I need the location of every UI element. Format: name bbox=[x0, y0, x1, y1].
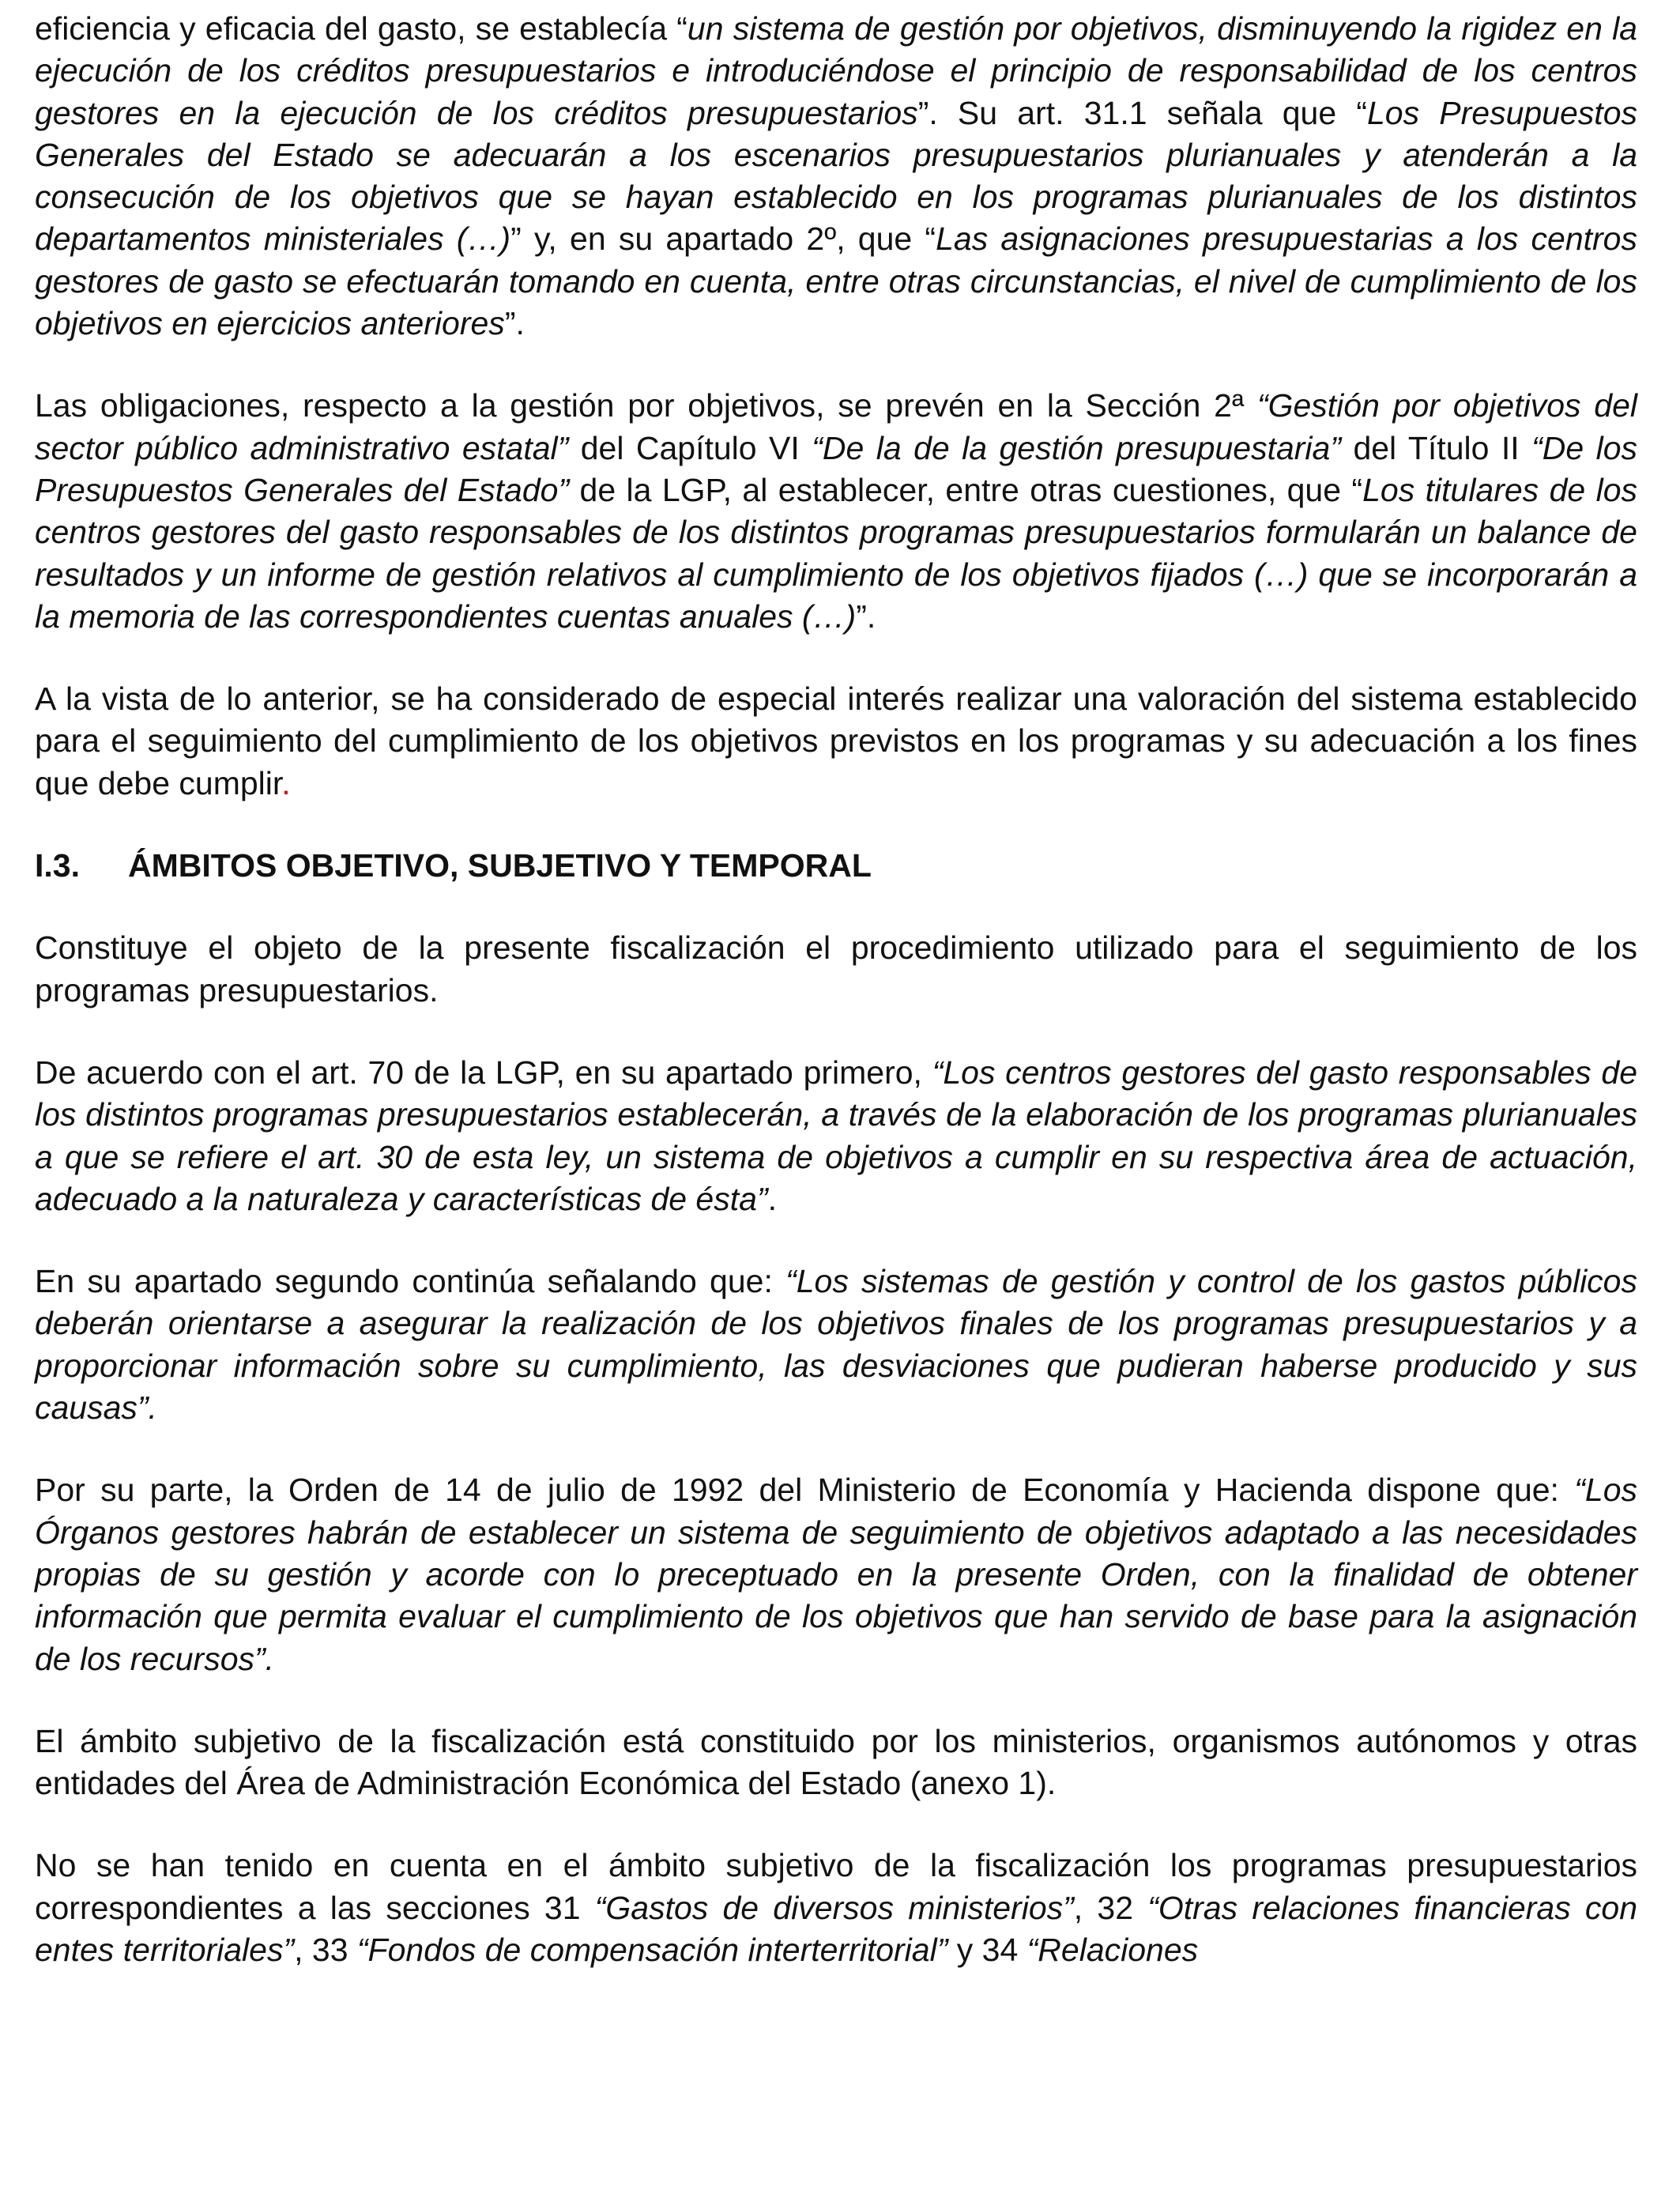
body-text: A la vista de lo anterior, se ha considerado de especial interés realizar una valoración del sistema establecido para el seguimiento del cumplimiento de los objetivos previstos en los programas y su adecuación a los fines que debe cumplir bbox=[35, 680, 1637, 801]
document-page bbox=[35, 8, 1637, 2011]
body-text: , 32 bbox=[1073, 1889, 1148, 1926]
body-text: De acuerdo con el art. 70 de la LGP, en su apartado primero, bbox=[35, 1054, 932, 1091]
italic-quote-text: “Los sistemas de gestión y control de los gastos públicos deberán orientarse a asegurar la realización de los objetivos finales de los programas presupuestarios y a proporcionar información sobre su cumplimiento, las desviaciones que pudieran haberse producido y sus causas”. bbox=[35, 1263, 1637, 1427]
italic-quote-text: “Otras relaciones financieras con entes territoriales” bbox=[35, 1889, 1638, 1968]
italic-quote-text: “Relaciones bbox=[1026, 1931, 1199, 1968]
body-text: El ámbito subjetivo de la fiscalización está constituido por los ministerios, organismos autónomos y otras entidades del Área de Administración Económica del Estado (anexo 1). bbox=[35, 1722, 1637, 1802]
italic-quote-text: un sistema de gestión por objetivos, disminuyendo la rigidez en la ejecución de los créditos presupuestarios e introduciéndose el principio de responsabilidad de los centros gestores en la ejecución de los créditos presupuestarios bbox=[35, 10, 1637, 131]
paragraph-p5 bbox=[35, 1052, 1637, 1220]
body-text: de la LGP, al establecer, entre otras cuestiones, que “ bbox=[569, 471, 1363, 508]
body-text: . bbox=[767, 1180, 777, 1217]
body-text: ”. Su art. 31.1 señala que “ bbox=[917, 94, 1367, 131]
body-text: No se han tenido en cuenta en el ámbito subjetivo de la fiscalización los programas presupuestarios correspondientes a las secciones 31 bbox=[35, 1847, 1637, 1926]
italic-quote-text: “Los centros gestores del gasto responsables de los distintos programas presupuestarios establecerán, a través de la elaboración de los programas plurianuales a que se refiere el art. 30 de esta ley, un sistema de objetivos a cumplir en su respectiva área de actuación, adecuado a la naturaleza y características de ésta” bbox=[35, 1054, 1638, 1217]
body-text: En su apartado segundo continúa señalando que: bbox=[35, 1263, 786, 1300]
body-text: ”. bbox=[856, 598, 876, 635]
italic-quote-text: Las asignaciones presupuestarias a los centros gestores de gasto se efectuarán tomando en cuenta, entre otras circunstancias, el nivel de cumplimiento de los objetivos en ejercicios anteriores bbox=[35, 221, 1637, 342]
italic-quote-text: “Gastos de diversos ministerios” bbox=[594, 1889, 1074, 1926]
italic-quote-text: Los titulares de los centros gestores del gasto responsables de los distintos programas presupuestarios formularán un balance de resultados y un informe de gestión relativos al cumplimiento de los objetivos fijados (…) que se incorporarán a la memoria de las correspondientes cuentas anuales (…) bbox=[35, 471, 1638, 635]
paragraphs-before-heading bbox=[35, 8, 1637, 805]
body-text: del Capítulo VI bbox=[568, 429, 812, 466]
body-text: del Título II bbox=[1341, 429, 1532, 466]
paragraph-p4 bbox=[35, 927, 1637, 1012]
body-text: Por su parte, la Orden de 14 de julio de 1992 del Ministerio de Economía y Hacienda dispone que: bbox=[35, 1472, 1575, 1509]
italic-quote-text: Los Presupuestos Generales del Estado se adecuarán a los escenarios presupuestarios plurianuales y atenderán a la consecución de los objetivos que se hayan establecido en los programas plurianuales de los distintos departamentos ministeriales (…) bbox=[35, 94, 1637, 258]
paragraph-p8 bbox=[35, 1721, 1637, 1805]
paragraph-p6 bbox=[35, 1261, 1637, 1429]
body-text: eficiencia y eficacia del gasto, se establecía “ bbox=[35, 10, 687, 47]
italic-quote-text: “De los Presupuestos Generales del Estado” bbox=[35, 429, 1637, 508]
section-title: ÁMBITOS OBJETIVO, SUBJETIVO Y TEMPORAL bbox=[128, 847, 872, 884]
body-text: , 33 bbox=[294, 1931, 357, 1968]
body-text: y 34 bbox=[947, 1931, 1027, 1968]
italic-quote-text: “Los Órganos gestores habrán de establecer un sistema de seguimiento de objetivos adaptado a las necesidades propias de su gestión y acorde con lo preceptuado en la presente Orden, con la finalidad de obtener información que permita evaluar el cumplimiento de los objetivos que han servido de base para la asignación de los recursos”. bbox=[35, 1472, 1637, 1677]
section-number: I.3. bbox=[35, 847, 80, 884]
body-text: . bbox=[281, 764, 291, 801]
paragraph-p7 bbox=[35, 1469, 1637, 1679]
paragraph-p9 bbox=[35, 1845, 1637, 1971]
paragraph-p3 bbox=[35, 678, 1637, 805]
body-text: ” y, en su apartado 2º, que “ bbox=[510, 221, 936, 258]
body-text: ”. bbox=[504, 305, 525, 342]
section-heading bbox=[35, 845, 1637, 887]
paragraphs-after-heading bbox=[35, 927, 1637, 1971]
body-text: Constituye el objeto de la presente fiscalización el procedimiento utilizado para el seguimiento de los programas presupuestarios. bbox=[35, 929, 1637, 1008]
paragraph-p2 bbox=[35, 385, 1637, 638]
italic-quote-text: “Gestión por objetivos del sector público administrativo estatal” bbox=[35, 387, 1637, 466]
italic-quote-text: “Fondos de compensación interterritorial” bbox=[356, 1931, 948, 1968]
italic-quote-text: “De la de la gestión presupuestaria” bbox=[812, 429, 1342, 466]
body-text: Las obligaciones, respecto a la gestión por objetivos, se prevén en la Sección 2ª bbox=[35, 387, 1257, 424]
paragraph-p1 bbox=[35, 8, 1637, 345]
